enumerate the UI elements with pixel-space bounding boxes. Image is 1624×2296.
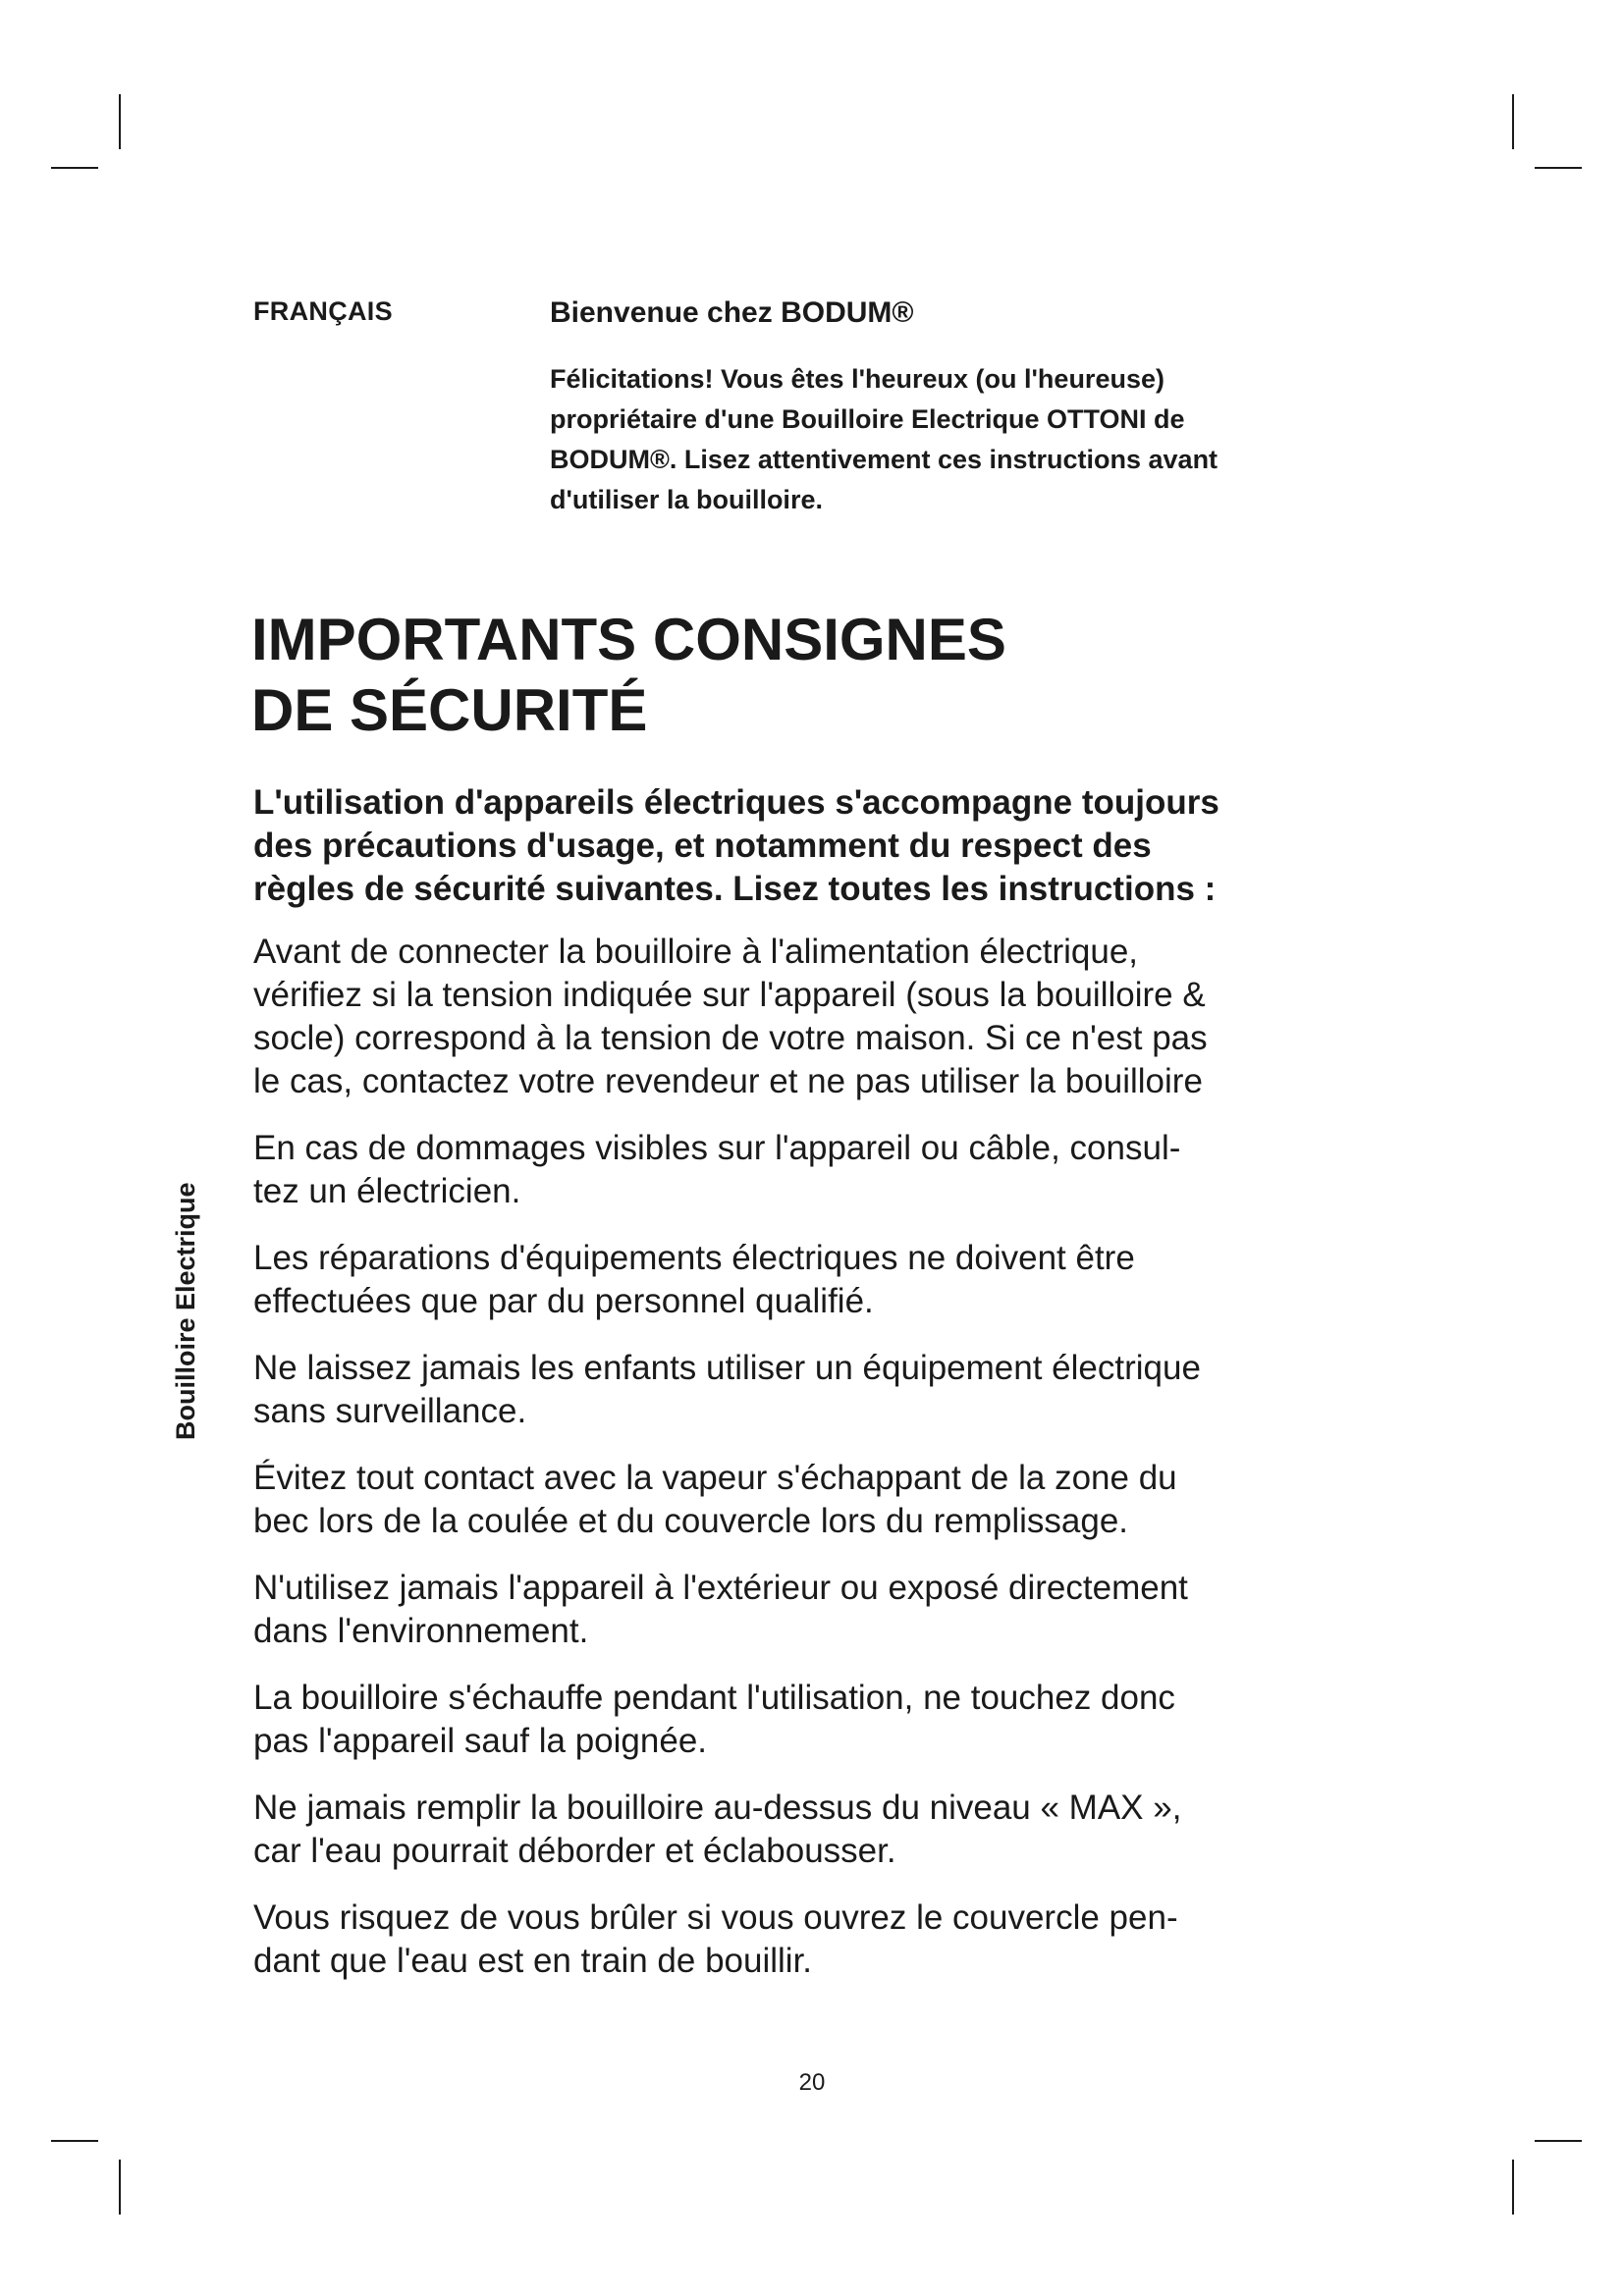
safety-instructions [253,931,1432,2006]
instruction-line: pas l'appareil sauf la poignée. [253,1722,708,1760]
welcome-title: Bienvenue chez BODUM® [550,296,914,329]
crop-mark-top-left-horizontal [51,167,98,169]
instruction-line: sans surveillance. [253,1392,527,1430]
intro-line: BODUM®. Lisez attentivement ces instructions avant [550,445,1218,474]
page-number: 20 [798,2069,826,2096]
instruction-line: effectuées que par du personnel qualifié. [253,1282,874,1320]
heading-line: DE SÉCURITÉ [251,677,648,743]
instruction-line: En cas de dommages visibles sur l'appareil ou câble, consul- [253,1129,1181,1167]
instruction-paragraph [253,1127,1432,1213]
instruction-paragraph [253,1237,1432,1323]
crop-mark-top-right-horizontal [1535,167,1582,169]
crop-mark-top-right-vertical [1512,94,1514,149]
instruction-line: Évitez tout contact avec la vapeur s'échappant de la zone du [253,1459,1177,1497]
instruction-line: tez un électricien. [253,1172,521,1210]
instruction-line: Ne jamais remplir la bouilloire au-dessus du niveau « MAX », [253,1789,1182,1827]
intro-line: d'utiliser la bouilloire. [550,485,823,514]
instruction-line: bec lors de la coulée et du couvercle lors du remplissage. [253,1502,1129,1540]
instruction-line: Les réparations d'équipements électriques ne doivent être [253,1239,1135,1277]
instruction-line: car l'eau pourrait déborder et éclabousser. [253,1832,896,1870]
intro-line: Félicitations! Vous êtes l'heureux (ou l'heureuse) [550,364,1164,394]
lead-line: des précautions d'usage, et notamment du respect des [253,827,1152,865]
language-label: FRANÇAIS [253,296,393,326]
crop-mark-bottom-right-horizontal [1535,2140,1582,2142]
instruction-line: dant que l'eau est en train de bouillir. [253,1942,813,1980]
intro-line: propriétaire d'une Bouilloire Electrique OTTONI de [550,404,1185,434]
instruction-line: Avant de connecter la bouilloire à l'alimentation électrique, [253,933,1139,971]
instruction-paragraph [253,1677,1432,1763]
crop-mark-bottom-left-vertical [119,2160,121,2215]
instruction-line: N'utilisez jamais l'appareil à l'extérieur ou exposé directement [253,1569,1188,1607]
intro-paragraph [550,359,1335,520]
instruction-line: vérifiez si la tension indiquée sur l'appareil (sous la bouilloire & [253,976,1206,1014]
instruction-line: le cas, contactez votre revendeur et ne pas utiliser la bouilloire [253,1062,1203,1100]
heading-line: IMPORTANTS CONSIGNES [251,607,1006,672]
instruction-paragraph [253,931,1432,1103]
instruction-paragraph [253,1787,1432,1873]
instruction-paragraph [253,1896,1432,1983]
lead-line: règles de sécurité suivantes. Lisez toutes les instructions : [253,870,1217,908]
instruction-line: dans l'environnement. [253,1612,589,1650]
lead-paragraph [253,781,1422,911]
instruction-line: Ne laissez jamais les enfants utiliser un équipement électrique [253,1349,1201,1387]
crop-mark-bottom-left-horizontal [51,2140,98,2142]
crop-mark-top-left-vertical [119,94,121,149]
safety-heading [251,605,1430,746]
instruction-paragraph [253,1347,1432,1433]
side-tab-label: Bouilloire Electrique [171,1182,200,1441]
lead-line: L'utilisation d'appareils électriques s'accompagne toujours [253,783,1219,822]
instruction-line: socle) correspond à la tension de votre maison. Si ce n'est pas [253,1019,1208,1057]
instruction-paragraph [253,1457,1432,1543]
instruction-paragraph [253,1567,1432,1653]
crop-mark-bottom-right-vertical [1512,2160,1514,2215]
instruction-line: Vous risquez de vous brûler si vous ouvrez le couvercle pen- [253,1898,1178,1937]
instruction-line: La bouilloire s'échauffe pendant l'utilisation, ne touchez donc [253,1679,1175,1717]
